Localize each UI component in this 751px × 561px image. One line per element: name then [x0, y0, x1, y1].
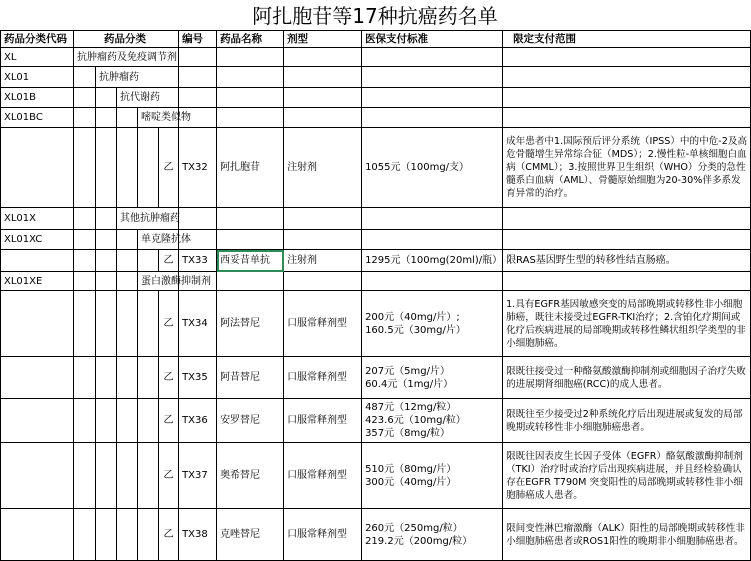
- drug-class: 乙: [159, 250, 179, 272]
- page-title: 阿扎胞苷等17种抗癌药名单: [252, 4, 498, 28]
- drug-number: TX35: [179, 357, 217, 399]
- price-line: 207元（5mg/片）: [365, 365, 450, 377]
- price-line: 219.2元（200mg/粒）: [365, 535, 473, 547]
- drug-form: 注射剂: [284, 250, 362, 272]
- drug-price: [362, 291, 503, 357]
- drug-price: [362, 509, 503, 561]
- category-code: XL01: [1, 67, 74, 88]
- price-line: 1055元（100mg/支）: [365, 162, 470, 173]
- header-price: 医保支付标准: [362, 31, 503, 48]
- drug-class: 乙: [159, 357, 179, 399]
- table-row: [1, 208, 751, 230]
- table-row: [1, 509, 751, 561]
- drug-name: 奥希替尼: [217, 443, 284, 509]
- header-category: 药品分类: [74, 31, 179, 48]
- drug-form: 口服常释剂型: [284, 399, 362, 443]
- drug-scope: 成年患者中1.国际预后评分系统（IPSS）中的中危-2及高危骨髓增生异常综合征（MDS）；2.慢性粒-单核细胞白血病（CMML）；3.按照世界卫生组织（WHO）分类的急性髓系白血病（AML）、骨髓原始细胞为20-30%伴多系发育异常的治疗。: [503, 128, 751, 208]
- drug-form: 口服常释剂型: [284, 291, 362, 357]
- category-code: XL01B: [1, 88, 74, 108]
- table-row: [1, 108, 751, 128]
- category-code: XL: [1, 48, 74, 67]
- drug-table: [0, 30, 751, 561]
- category-code: XL01XC: [1, 230, 74, 250]
- drug-scope: 限既往因表皮生长因子受体（EGFR）酪氨酸激酶抑制剂（TKI）治疗时或治疗后出现疾病进展，并且经检验确认存在EGFR T790M 突变阳性的局部晚期或转移性非小细胞肺癌成人患者。: [503, 443, 751, 509]
- table-row: [1, 357, 751, 399]
- category-name: 抗肿瘤药及免疫调节剂: [74, 48, 179, 67]
- drug-price: [362, 250, 503, 272]
- price-line: 510元（80mg/片）: [365, 463, 457, 475]
- drug-name: 安罗替尼: [217, 399, 284, 443]
- table-row: [1, 272, 751, 291]
- category-name: 蛋白激酶抑制剂: [138, 272, 179, 291]
- category-name: 嘧啶类似物: [138, 108, 179, 128]
- drug-form: 注射剂: [284, 128, 362, 208]
- drug-name: 阿昔替尼: [217, 357, 284, 399]
- drug-number: TX32: [179, 128, 217, 208]
- category-name: 其他抗肿瘤药: [117, 208, 179, 230]
- table-row: [1, 250, 751, 272]
- drug-name-selected-cell[interactable]: 西妥昔单抗: [217, 250, 284, 272]
- drug-class: 乙: [159, 509, 179, 561]
- category-code: XL01BC: [1, 108, 74, 128]
- price-line: 423.6元（10mg/粒）: [365, 415, 466, 426]
- drug-form: 口服常释剂型: [284, 357, 362, 399]
- drug-class: 乙: [159, 128, 179, 208]
- price-line: 260元（250mg/粒）: [365, 522, 463, 534]
- price-line: 487元（12mg/粒）: [365, 402, 457, 413]
- drug-form: 口服常释剂型: [284, 509, 362, 561]
- price-line: 1295元（100mg(20ml)/瓶）: [365, 255, 503, 266]
- category-code: XL01X: [1, 208, 74, 230]
- drug-number: TX36: [179, 399, 217, 443]
- drug-price: [362, 399, 503, 443]
- table-row: [1, 230, 751, 250]
- table-row: [1, 88, 751, 108]
- drug-price: [362, 443, 503, 509]
- price-line: 300元（40mg/片）: [365, 476, 457, 488]
- drug-number: TX38: [179, 509, 217, 561]
- price-line: 160.5元（30mg/片）: [365, 324, 466, 336]
- drug-scope: 1.具有EGFR基因敏感突变的局部晚期或转移性非小细胞肺癌，既往未接受过EGFR-TKI治疗；2.含铂化疗期间或化疗后疾病进展的局部晚期或转移性鳞状组织学类型的非小细胞肺癌。: [503, 291, 751, 357]
- price-line: 200元（40mg/片）;: [365, 311, 460, 323]
- header-number: 编号: [179, 31, 217, 48]
- table-row: [1, 128, 751, 208]
- header-form: 剂型: [284, 31, 362, 48]
- drug-price: [362, 357, 503, 399]
- drug-table-container: [0, 30, 750, 561]
- header-code: 药品分类代码: [1, 31, 74, 48]
- drug-class: 乙: [159, 291, 179, 357]
- drug-class: 乙: [159, 399, 179, 443]
- category-code: XL01XE: [1, 272, 74, 291]
- drug-number: TX34: [179, 291, 217, 357]
- category-name: 单克隆抗体: [138, 230, 179, 250]
- header-scope: 限定支付范围: [503, 31, 751, 48]
- drug-number: TX33: [179, 250, 217, 272]
- header-drug-name: 药品名称: [217, 31, 284, 48]
- drug-name: 阿法替尼: [217, 291, 284, 357]
- table-row: [1, 48, 751, 67]
- drug-price: [362, 128, 503, 208]
- drug-scope: 限RAS基因野生型的转移性结直肠癌。: [503, 250, 751, 272]
- price-line: 60.4元（1mg/片）: [365, 378, 454, 390]
- table-row: [1, 399, 751, 443]
- category-name: 抗代谢药: [117, 88, 179, 108]
- category-name: 抗肿瘤药: [96, 67, 179, 88]
- drug-name: 克唑替尼: [217, 509, 284, 561]
- price-line: 357元（8mg/粒）: [365, 428, 450, 439]
- drug-scope: 限既往接受过一种酪氨酸激酶抑制剂或细胞因子治疗失败的进展期肾细胞癌(RCC)的成人患者。: [503, 357, 751, 399]
- table-row: [1, 443, 751, 509]
- drug-scope: 限既往至少接受过2种系统化疗后出现进展或复发的局部晚期或转移性非小细胞肺癌患者。: [503, 399, 751, 443]
- drug-name: 阿扎胞苷: [217, 128, 284, 208]
- drug-class: 乙: [159, 443, 179, 509]
- drug-scope: 限间变性淋巴瘤激酶（ALK）阳性的局部晚期或转移性非小细胞肺癌患者或ROS1阳性的晚期非小细胞肺癌患者。: [503, 509, 751, 561]
- table-row: [1, 67, 751, 88]
- drug-form: 口服常释剂型: [284, 443, 362, 509]
- drug-number: TX37: [179, 443, 217, 509]
- table-row: [1, 291, 751, 357]
- header-row: [1, 31, 751, 48]
